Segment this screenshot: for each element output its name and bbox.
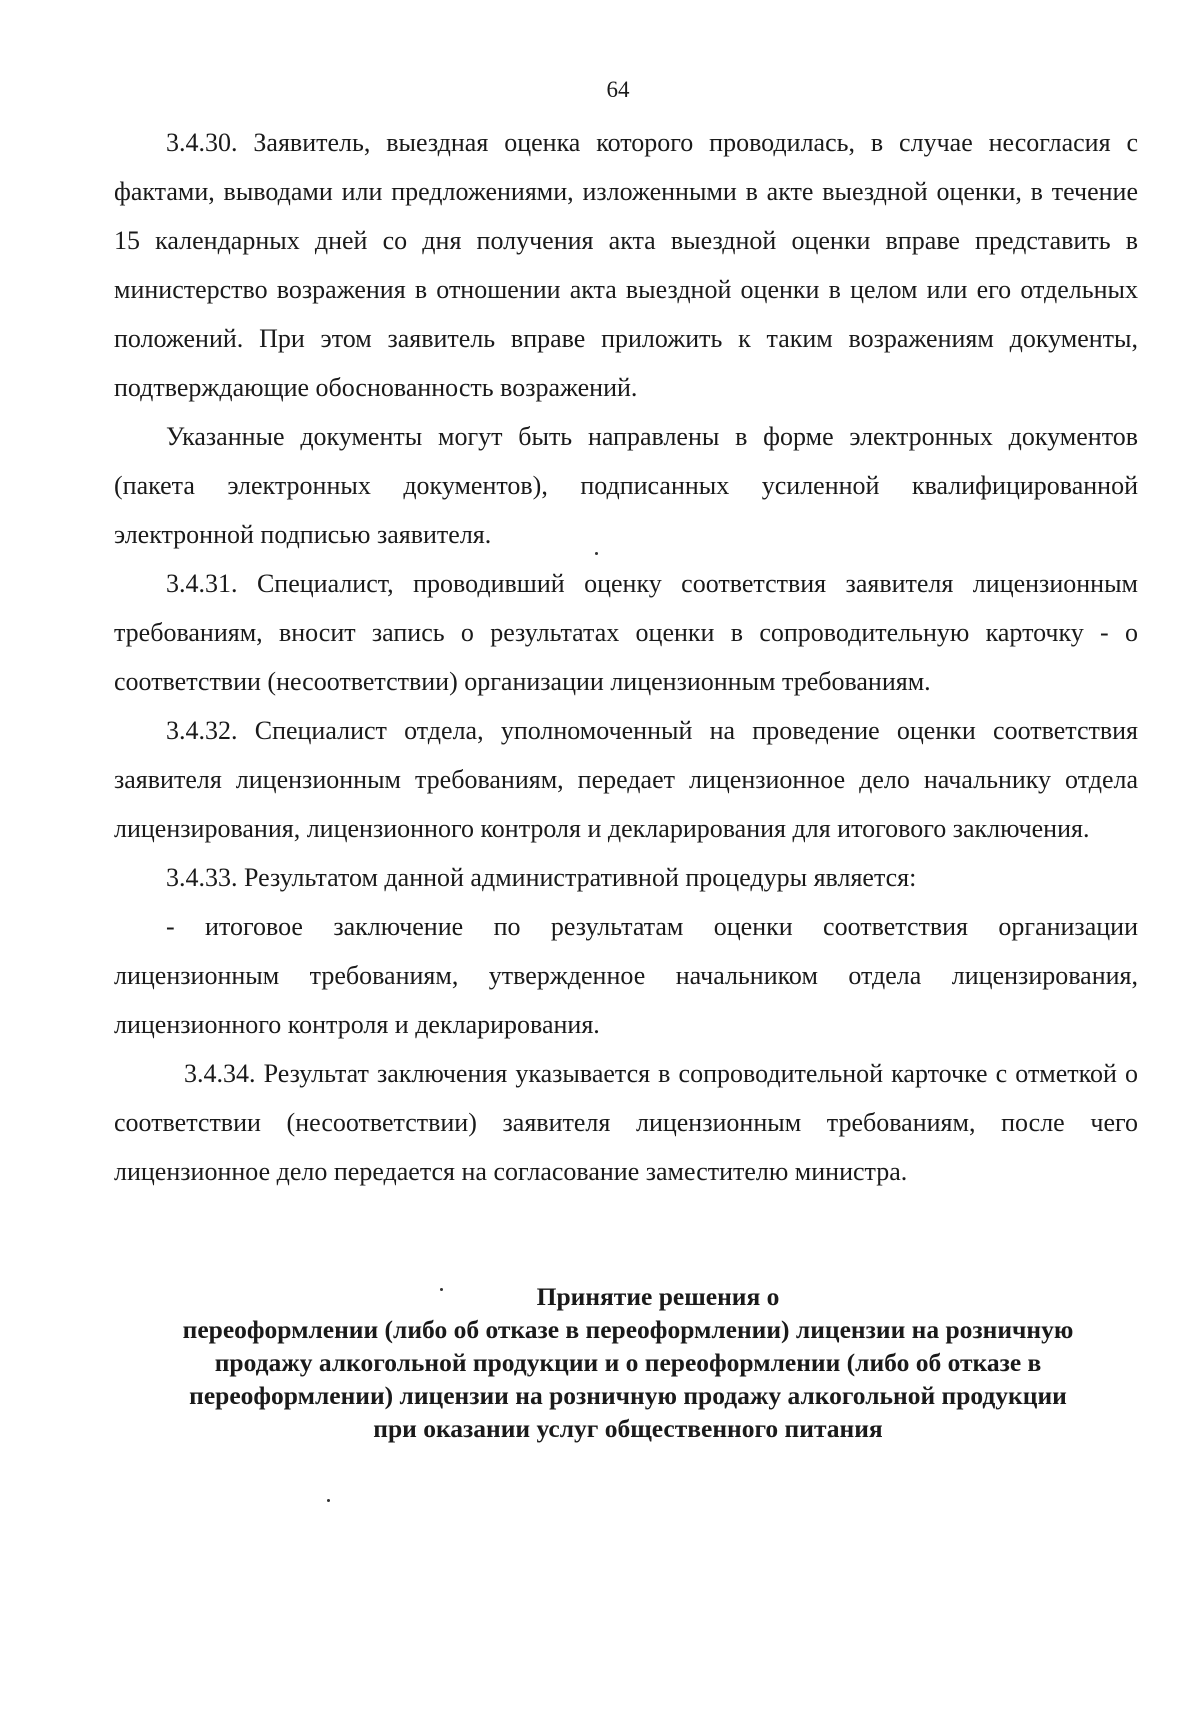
section-heading-line: при оказании услуг общественного питания xyxy=(373,1414,883,1443)
section-heading-line: переоформлении) лицензии на розничную продажу алкогольной продукции xyxy=(189,1381,1067,1410)
paragraph-3-4-34: 3.4.34. Результат заключения указывается в сопроводительной карточке с отметкой о соответствии (несоответствии) заявителя лицензионным требованиям, после чего лицензионное дело передается на согласование заместителю министра. xyxy=(114,1059,1138,1186)
section-heading-line: Принятие решения о xyxy=(536,1282,780,1311)
paragraph-3-4-31: 3.4.31. Специалист, проводивший оценку соответствия заявителя лицензионным требованиям, вносит запись о результатах оценки в сопроводительную карточку - о соответствии (несоответствии) организации лицензионным требованиям. xyxy=(114,569,1138,696)
section-heading xyxy=(110,1280,1146,1445)
page-number: 64 xyxy=(606,77,630,102)
paragraph-3-4-33: 3.4.33. Результатом данной административной процедуры является: xyxy=(166,863,917,892)
scan-speck xyxy=(595,552,598,555)
section-heading-line: продажу алкогольной продукции и о переоформлении (либо об отказе в xyxy=(214,1348,1042,1377)
paragraph-electronic-documents: Указанные документы могут быть направлены в форме электронных документов (пакета электронных документов), подписанных усиленной квалифицированной электронной подписью заявителя. xyxy=(114,422,1138,549)
scan-speck xyxy=(440,1288,443,1291)
paragraph-result-item: - итоговое заключение по результатам оценки соответствия организации лицензионным требованиям, утвержденное начальником отдела лицензирования, лицензионного контроля и декларирования. xyxy=(114,912,1138,1039)
paragraph-3-4-32: 3.4.32. Специалист отдела, уполномоченный на проведение оценки соответствия заявителя лицензионным требованиям, передает лицензионное дело начальнику отдела лицензирования, лицензионного контроля и декларирования для итогового заключения. xyxy=(114,716,1138,843)
document-body xyxy=(114,118,1138,1196)
paragraph-3-4-30: 3.4.30. Заявитель, выездная оценка которого проводилась, в случае несогласия с фактами, выводами или предложениями, изложенными в акте выездной оценки, в течение 15 календарных дней со дня получения акта выездной оценки вправе представить в министерство возражения в отношении акта выездной оценки в целом или его отдельных положений. При этом заявитель вправе приложить к таким возражениям документы, подтверждающие обоснованность возражений. xyxy=(114,128,1138,402)
scan-speck xyxy=(327,1499,330,1502)
section-heading-line: переоформлении (либо об отказе в переоформлении) лицензии на розничную xyxy=(182,1315,1074,1344)
